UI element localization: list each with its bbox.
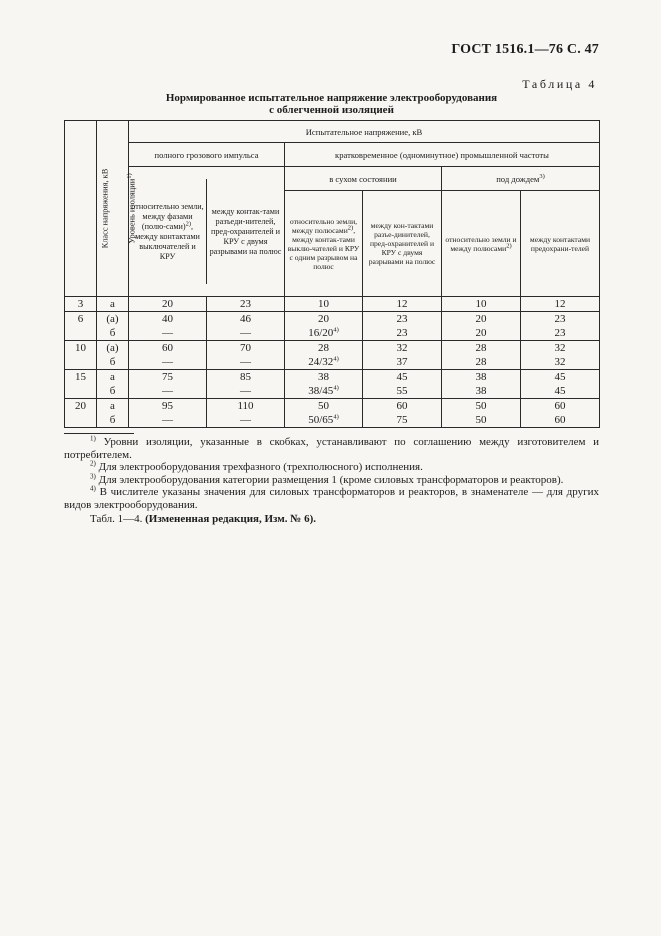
table-row: б — — 24/32$^{4)}$ 37 28 32 <box>65 355 600 370</box>
header-test-voltage: Испытательное напряжение, кВ <box>129 121 600 143</box>
table-row: 20 а 95 110 50 60 50 60 <box>65 399 600 414</box>
table-row: 3 а 20 23 10 12 10 12 <box>65 297 600 312</box>
amendment-note: Табл. 1—4. (Измененная редакция, Изм. № 6). <box>90 513 317 525</box>
voltage-table <box>64 120 600 428</box>
col-voltage-class: Класс напряжения, кВ <box>65 121 97 297</box>
header-impulse-earth: относительно земли, между фазами (полю-сами)$^{2)}$, между контактами выключателей и КРУ <box>129 179 207 284</box>
header-rain-earth: относительно земли и между полюсами$^{2)}$ <box>442 191 521 297</box>
header-rain: под дождем$^{3)}$ <box>442 167 600 191</box>
impulse-subcols <box>129 167 285 297</box>
header-impulse-disconnectors: между контак-тами разъеди-нителей, пред-охранителей и КРУ с двумя разрывами на полюс <box>209 206 282 256</box>
table-row: б — — 38/45$^{4)}$ 55 38 45 <box>65 384 600 399</box>
footnote-2: $^{2)}$ Для электрооборудования трехфазного (трехполюсного) исполнения. <box>90 459 423 474</box>
table-row: б — — 50/65$^{4)}$ 75 50 60 <box>65 413 600 428</box>
col-insulation-level: Уровень изоляции$^{1)}$ <box>97 121 129 297</box>
footnote-4: $^{4)}$ В числителе указаны значения для силовых трансформаторов и реакторов, в знаменателе — для других видов электрооборудования. <box>64 484 599 511</box>
footnote-1: $^{1)}$ Уровни изоляции, указанные в скобках, устанавливают по соглашению между изготовителем и потребителем. <box>64 434 599 461</box>
header-short-term: кратковременное (одноминутное) промышленной частоты <box>285 143 600 167</box>
caption-line-1: Нормированное испытательное напряжение электрооборудования <box>165 92 498 104</box>
table-row: б — — 16/20$^{4)}$ 23 20 23 <box>65 326 600 341</box>
header-dry-earth: относительно земли, между полюсами$^{2)}$, между контак-тами выклю-чателей и КРУ с одним разрывом на полюс <box>285 191 363 297</box>
header-dry-disconnectors: между кон-тактами разъе-динителей, пред-охранителей и КРУ с двумя разрывами на полюс <box>363 191 442 297</box>
table-row: 10 (а) 60 70 28 32 28 32 <box>65 341 600 356</box>
table-caption <box>64 92 599 116</box>
caption-line-2: с облегченной изоляцией <box>269 104 394 116</box>
table-row: 15 а 75 85 38 45 38 45 <box>65 370 600 385</box>
table-number: Таблица 4 <box>522 77 597 91</box>
page-header: ГОСТ 1516.1—76 С. 47 <box>451 42 599 57</box>
table-row: 6 (а) 40 46 20 23 20 23 <box>65 312 600 327</box>
footnote-3: $^{3)}$ Для электрооборудования категории размещения 1 (кроме силовых трансформаторов и реакторов). <box>90 472 564 486</box>
header-impulse: полного грозового импульса <box>129 143 285 167</box>
header-dry: в сухом состоянии <box>285 167 442 191</box>
footnotes <box>64 436 599 512</box>
footnote-separator <box>64 433 134 434</box>
header-rain-fuses: между контактами предохрани-телей <box>521 191 600 297</box>
